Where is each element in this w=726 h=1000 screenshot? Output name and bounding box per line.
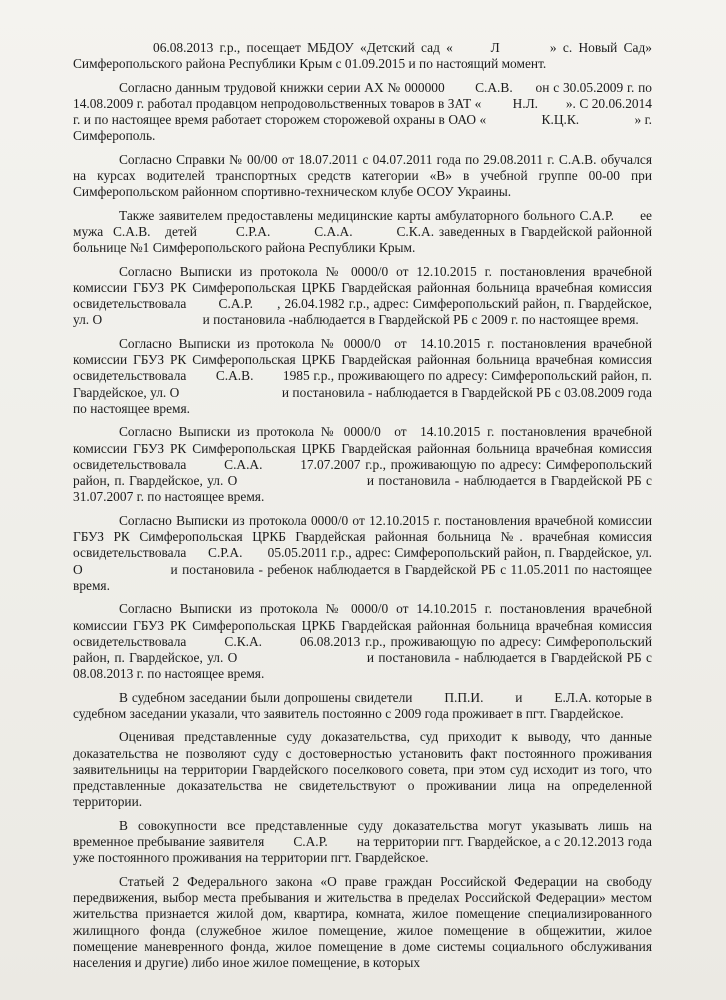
paragraph [73, 424, 656, 505]
paragraph [73, 40, 656, 73]
paragraph-text: Также заявителем предоставлены медицинские карты амбулаторного больного С.А.Р. ее мужа С.А.В. детей С.Р.А. С.А.А. С.К.А. заведенных в Гвардейской районной больнице №1 Симферопольского района Республики Крым. [73, 207, 656, 256]
paragraph [73, 79, 656, 145]
paragraph [73, 151, 656, 201]
paragraph [73, 601, 656, 682]
paragraph-text: Согласно Выписки из протокола № 0000/0 от 14.10.2015 г. постановления врачебной комиссии ГБУЗ РК Симферопольская ЦРКБ Гвардейская районная больница врачебная комиссия освидетельствовала С.К.А. 06.08.2013 г.р., проживающую по адресу: Симферопольский район, п. Гвардейское, ул. О и постановила - наблюдается в Гвардейской РБ с 08.08.2013 г. по настоящее время. [73, 601, 656, 682]
paragraph [73, 512, 656, 594]
paragraph-text: Согласно Выписки из протокола № 0000/0 от 14.10.2015 г. постановления врачебной комиссии ГБУЗ РК Симферопольская ЦРКБ Гвардейская районная больница врачебная комиссия освидетельствовала С.А.А. 17.07.2007 г.р., проживающую по адресу: Симферопольский район, п. Гвардейское, ул. О и постановила - наблюдается в Гвардейской РБ с 31.07.2007 г. по настоящее время. [73, 424, 656, 505]
paragraph-text: Согласно Выписки из протокола № 0000/0 от 12.10.2015 г. постановления врачебной комиссии ГБУЗ РК Симферопольская ЦРКБ Гвардейская районная больница врачебная комиссия освидетельствовала С.А.Р. , 26.04.1982 г.р., адрес: Симферопольский район, п. Гвардейское, ул. О и постановила -наблюдается в Гвардейской РБ с 2009 г. по настоящее время. [73, 263, 656, 328]
paragraph [73, 817, 656, 867]
paragraph [73, 335, 656, 417]
paragraph-text: Оценивая представленные суду доказательства, суд приходит к выводу, что данные доказательства не позволяют суду с достоверностью установить факт постоянного проживания заявительницы на территории Гвардейского поселкового совета, при этом суд исходит из того, что представленные доказательства не свидетельствуют о проживании лица на определенной территории. [73, 729, 656, 810]
paragraph [73, 263, 656, 329]
paragraph-text: 06.08.2013 г.р., посещает МБДОУ «Детский сад « Л » с. Новый Сад» Симферопольского района Республики Крым с 01.09.2015 и по настоящий момент. [73, 40, 656, 72]
paragraph-text: Статьей 2 Федерального закона «О праве граждан Российской Федерации на свободу передвижения, выбор места пребывания и жительства в пределах Российской Федерации» местом жительства признается жилой дом, квартира, комната, жилое помещение специализированного жилищного фонда (служебное жилое помещение, жилое помещение в общежитии, жилое помещение маневренного фонда, жилое помещение в доме системы социального обслуживания населения и другие) либо иное жилое помещение, в которых [73, 873, 656, 971]
paragraph [73, 689, 656, 723]
paragraph-text: Согласно данным трудовой книжки серии АХ № 000000 С.А.В. он с 30.05.2009 г. по 14.08.2009 г. работал продавцом непродовольственных товаров в ЗАТ « Н.Л. ». С 20.06.2014 г. и по настоящее время работает сторожем сторожевой охраны в ОАО « К.Ц.К. » г. Симферополь. [73, 79, 656, 144]
paragraph-text: Согласно Справки № 00/00 от 18.07.2011 с 04.07.2011 года по 29.08.2011 г. С.А.В. обучался на курсах водителей транспортных средств категории «В» в учебной группе 00-00 при Симферопольском районном спортивно-техническом клубе ОСОУ Украины. [73, 151, 656, 200]
paragraph [73, 207, 656, 257]
paragraph-text: Согласно Выписки из протокола 0000/0 от 12.10.2015 г. постановления врачебной комиссии ГБУЗ РК Симферопольская ЦРКБ Гвардейская районная больница №. врачебная комиссия освидетельствовала С.Р.А. 05.05.2011 г.р., адрес: Симферопольский район, п. Гвардейское, ул. О и постановила - ребенок наблюдается в Гвардейской РБ с 11.05.2011 по настоящее время. [73, 512, 656, 593]
paragraph [73, 729, 656, 810]
paragraph-text: Согласно Выписки из протокола № 0000/0 от 14.10.2015 г. постановления врачебной комиссии ГБУЗ РК Симферопольская ЦРКБ Гвардейская районная больница врачебная комиссия освидетельствовала С.А.В. 1985 г.р., проживающего по адресу: Симферопольский район, п. Гвардейское, ул. О и постановила - наблюдается в Гвардейской РБ с 03.08.2009 года по настоящее время. [73, 335, 656, 416]
paragraph-text: В судебном заседании были допрошены свидетели П.П.И. и Е.Л.А. которые в судебном заседании указали, что заявитель постоянно с 2009 года проживает в пгт. Гвардейское. [73, 689, 656, 721]
paragraph-text: В совокупности все представленные суду доказательства могут указывать лишь на временное пребывание заявителя С.А.Р. на территории пгт. Гвардейское, а с 20.12.2013 года уже постоянного проживания на территории пгт. Гвардейское. [73, 817, 656, 866]
paragraph [73, 873, 656, 972]
